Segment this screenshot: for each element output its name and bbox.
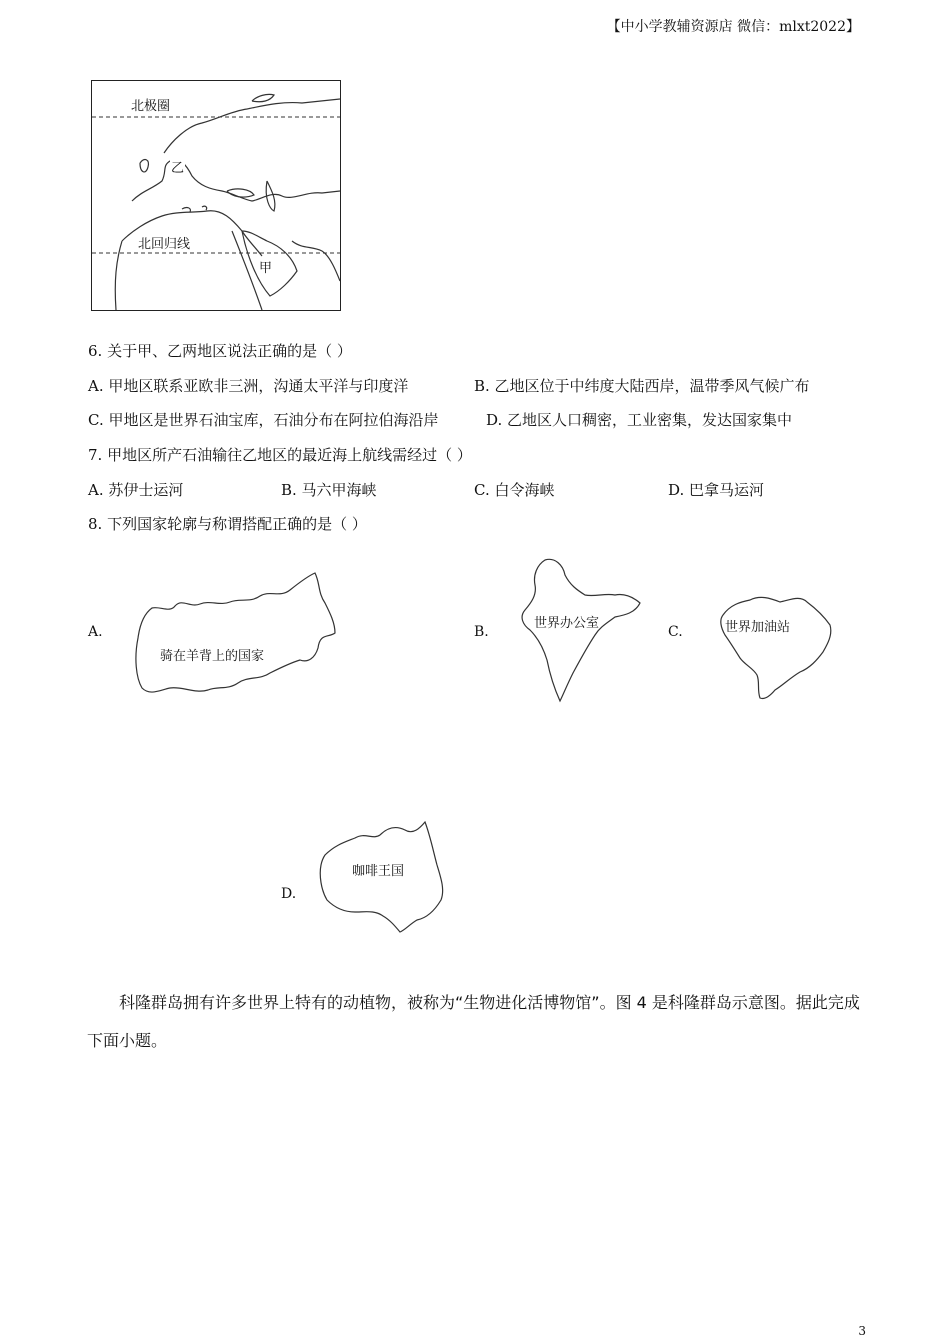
- question-7-option-c: C. 白令海峡: [474, 481, 555, 499]
- europe-middle-east-map: [91, 80, 341, 311]
- question-6-option-a: A. 甲地区联系亚欧非三洲，沟通太平洋与印度洋: [88, 377, 409, 395]
- question-6-option-b: B. 乙地区位于中纬度大陆西岸，温带季风气候广布: [474, 377, 810, 395]
- page-number: 3: [858, 1324, 866, 1338]
- option-b-letter: B.: [474, 624, 489, 640]
- galapagos-passage: 科隆群岛拥有许多世界上特有的动植物，被称为“生物进化活博物馆”。图 4 是科隆群岛示意图。据此完成下面小题。: [87, 993, 860, 1050]
- page-header: 【中小学教辅资源店 微信：mlxt2022】: [606, 19, 860, 35]
- europe-coast: [132, 160, 340, 201]
- iran-coast: [292, 241, 340, 281]
- option-a-nickname: 骑在羊背上的国家: [160, 649, 265, 664]
- option-c-nickname: 世界加油站: [725, 620, 791, 635]
- option-b-nickname: 世界办公室: [534, 616, 600, 631]
- option-c-letter: C.: [668, 624, 683, 640]
- brazil-outline-icon: [315, 820, 445, 938]
- option-d-letter: D.: [281, 886, 297, 902]
- question-7-stem: 7. 甲地区所产石油输往乙地区的最近海上航线需经过（ ）: [88, 446, 472, 464]
- africa-west: [115, 241, 122, 310]
- question-7-option-d: D. 巴拿马运河: [668, 481, 765, 499]
- region-yi-label: 乙: [170, 157, 185, 176]
- british-isles: [140, 160, 148, 172]
- question-7-option-b: B. 马六甲海峡: [281, 481, 377, 499]
- scandinavia-coast: [164, 99, 340, 153]
- option-a-letter: A.: [88, 624, 103, 640]
- black-sea: [227, 189, 254, 197]
- question-8-stem: 8. 下列国家轮廓与称谓搭配正确的是（ ）: [88, 515, 367, 533]
- region-jia-label: 甲: [258, 257, 273, 276]
- map-drawing: [92, 81, 340, 310]
- question-6-option-c: C. 甲地区是世界石油宝库，石油分布在阿拉伯海沿岸: [88, 411, 439, 429]
- novaya-zemlya: [252, 94, 274, 101]
- question-6-stem: 6. 关于甲、乙两地区说法正确的是（ ）: [88, 342, 352, 360]
- arctic-circle-label: 北极圈: [130, 95, 171, 114]
- saudi-arabia-outline-icon: [715, 590, 835, 702]
- question-6-option-d: D. 乙地区人口稠密，工业密集，发达国家集中: [486, 411, 793, 429]
- question-7-option-a: A. 苏伊士运河: [88, 481, 184, 499]
- russia-outline-icon: [130, 568, 340, 696]
- option-d-nickname: 咖啡王国: [352, 864, 405, 879]
- tropic-of-cancer-label: 北回归线: [137, 233, 191, 252]
